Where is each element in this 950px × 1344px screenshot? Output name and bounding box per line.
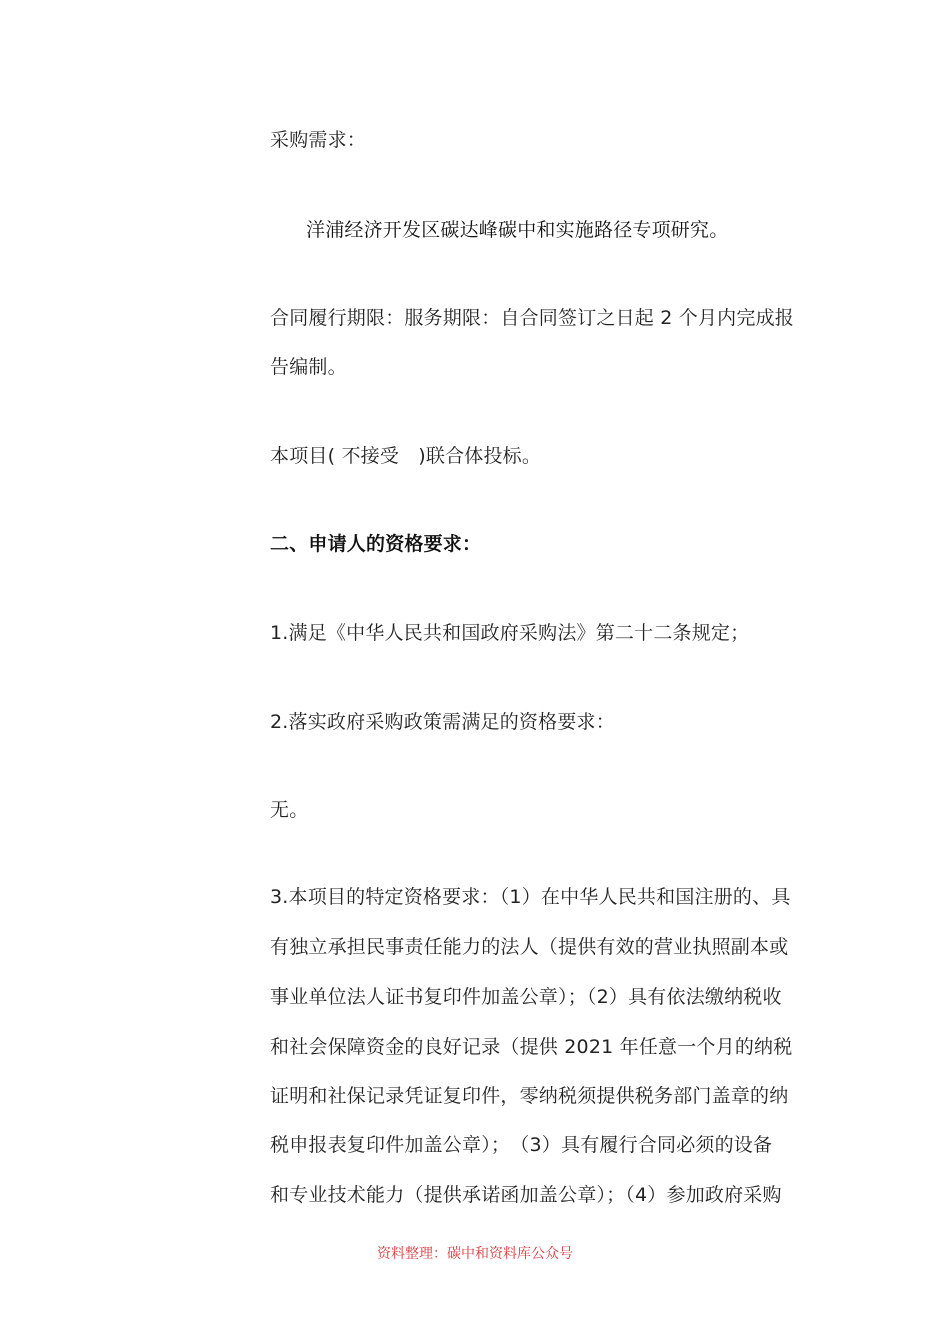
requirement-2-value: 无。 bbox=[270, 799, 309, 821]
section-2-heading: 二、申请人的资格要求： bbox=[270, 533, 482, 555]
requirement-3-line: 税申报表复印件加盖公章）； （3）具有履行合同必须的设备 bbox=[270, 1134, 773, 1156]
contract-period-line-2: 告编制。 bbox=[270, 356, 347, 378]
requirement-2: 2.落实政府采购政策需满足的资格要求： bbox=[270, 711, 615, 733]
requirement-3-line: 事业单位法人证书复印件加盖公章）；（2）具有依法缴纳税收 bbox=[270, 986, 782, 1008]
requirement-3-line: 和社会保障资金的良好记录（提供 2021 年任意一个月的纳税 bbox=[270, 1036, 793, 1058]
requirement-3-line: 有独立承担民事责任能力的法人（提供有效的营业执照副本或 bbox=[270, 936, 789, 958]
requirement-3-line: 3.本项目的特定资格要求：（1）在中华人民共和国注册的、具 bbox=[270, 886, 791, 908]
project-title: 洋浦经济开发区碳达峰碳中和实施路径专项研究。 bbox=[306, 219, 729, 241]
footer-source-note: 资料整理：碳中和资料库公众号 bbox=[377, 1246, 573, 1262]
requirement-1: 1.满足《中华人民共和国政府采购法》第二十二条规定； bbox=[270, 622, 750, 644]
requirement-3-line: 和专业技术能力（提供承诺函加盖公章）；（4）参加政府采购 bbox=[270, 1184, 782, 1206]
consortium-statement: 本项目( 不接受 )联合体投标。 bbox=[270, 445, 542, 467]
requirement-3-line: 证明和社保记录凭证复印件，零纳税须提供税务部门盖章的纳 bbox=[270, 1085, 789, 1107]
procurement-label: 采购需求： bbox=[270, 129, 367, 151]
contract-period-line-1: 合同履行期限：服务期限：自合同签订之日起 2 个月内完成报 bbox=[270, 307, 794, 329]
